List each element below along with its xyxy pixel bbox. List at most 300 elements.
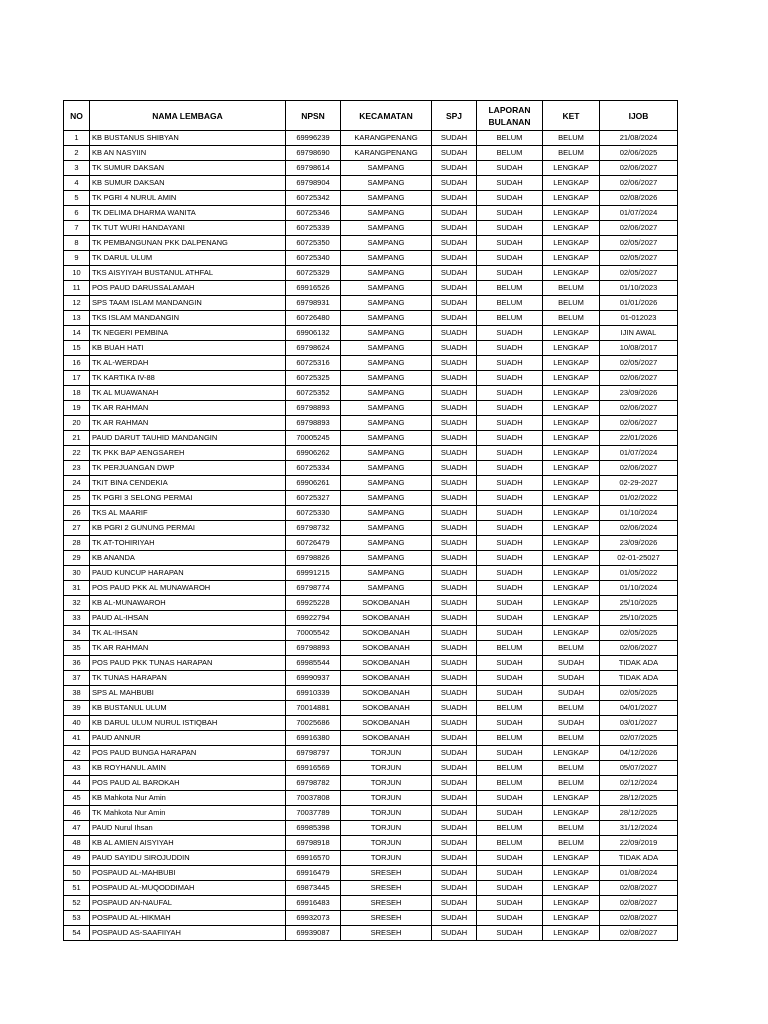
ket-cell: LENGKAP <box>543 851 600 866</box>
kecamatan-cell: SOKOBANAH <box>341 626 432 641</box>
no-cell: 37 <box>64 671 90 686</box>
kecamatan-cell: KARANGPENANG <box>341 146 432 161</box>
ijob-cell: 02/08/2027 <box>600 926 678 941</box>
ijob-cell: 02/06/2027 <box>600 416 678 431</box>
npsn-cell: 69916570 <box>286 851 341 866</box>
spj-cell: SUDAH <box>432 836 477 851</box>
laporan-bulanan-cell: BELUM <box>477 761 543 776</box>
table-row <box>64 611 678 626</box>
nama-lembaga-cell: TK DARUL ULUM <box>90 251 286 266</box>
no-cell: 47 <box>64 821 90 836</box>
npsn-cell: 60725339 <box>286 221 341 236</box>
nama-lembaga-cell: KB ANANDA <box>90 551 286 566</box>
ijob-cell: 02-01-25027 <box>600 551 678 566</box>
kecamatan-cell: SAMPANG <box>341 491 432 506</box>
table-header-row <box>64 101 678 131</box>
laporan-bulanan-cell: SUDAH <box>477 896 543 911</box>
spj-cell: SUADH <box>432 431 477 446</box>
ket-cell: LENGKAP <box>543 611 600 626</box>
table-row <box>64 341 678 356</box>
npsn-cell: 60725346 <box>286 206 341 221</box>
ket-cell: LENGKAP <box>543 221 600 236</box>
laporan-bulanan-cell: SUDAH <box>477 851 543 866</box>
kecamatan-cell: SAMPANG <box>341 371 432 386</box>
ijob-cell: TIDAK ADA <box>600 671 678 686</box>
no-cell: 39 <box>64 701 90 716</box>
npsn-cell: 69906262 <box>286 446 341 461</box>
ijob-cell: 02-29-2027 <box>600 476 678 491</box>
column-header-kecamatan: KECAMATAN <box>341 101 432 131</box>
ket-cell: SUDAH <box>543 656 600 671</box>
ijob-cell: 02/05/2027 <box>600 251 678 266</box>
ijob-cell: IJIN AWAL <box>600 326 678 341</box>
ijob-cell: 02/06/2027 <box>600 176 678 191</box>
ket-cell: LENGKAP <box>543 461 600 476</box>
laporan-bulanan-cell: SUDAH <box>477 791 543 806</box>
no-cell: 12 <box>64 296 90 311</box>
kecamatan-cell: SAMPANG <box>341 236 432 251</box>
npsn-cell: 70037808 <box>286 791 341 806</box>
ijob-cell: 04/01/2027 <box>600 701 678 716</box>
no-cell: 44 <box>64 776 90 791</box>
no-cell: 49 <box>64 851 90 866</box>
no-cell: 14 <box>64 326 90 341</box>
table-row <box>64 296 678 311</box>
ket-cell: BELUM <box>543 731 600 746</box>
npsn-cell: 69798918 <box>286 836 341 851</box>
nama-lembaga-cell: PAUD Nurul Ihsan <box>90 821 286 836</box>
spj-cell: SUDAH <box>432 926 477 941</box>
npsn-cell: 69798690 <box>286 146 341 161</box>
kecamatan-cell: SOKOBANAH <box>341 611 432 626</box>
column-header-spj: SPJ <box>432 101 477 131</box>
ijob-cell: 01/10/2023 <box>600 281 678 296</box>
npsn-cell: 70005542 <box>286 626 341 641</box>
laporan-bulanan-cell: SUADH <box>477 461 543 476</box>
table-row <box>64 326 678 341</box>
nama-lembaga-cell: KB PGRI 2 GUNUNG PERMAI <box>90 521 286 536</box>
nama-lembaga-cell: TK TUNAS HARAPAN <box>90 671 286 686</box>
no-cell: 8 <box>64 236 90 251</box>
spj-cell: SUDAH <box>432 806 477 821</box>
nama-lembaga-cell: TK PGRI 4 NURUL AMIN <box>90 191 286 206</box>
spj-cell: SUDAH <box>432 896 477 911</box>
laporan-bulanan-cell: SUADH <box>477 551 543 566</box>
ijob-cell: 01-012023 <box>600 311 678 326</box>
table-row <box>64 416 678 431</box>
spj-cell: SUADH <box>432 506 477 521</box>
nama-lembaga-cell: KB BUAH HATI <box>90 341 286 356</box>
npsn-cell: 69932073 <box>286 911 341 926</box>
ket-cell: LENGKAP <box>543 866 600 881</box>
kecamatan-cell: TORJUN <box>341 836 432 851</box>
no-cell: 1 <box>64 131 90 146</box>
nama-lembaga-cell: KB AN NASYIIN <box>90 146 286 161</box>
spj-cell: SUADH <box>432 461 477 476</box>
ijob-cell: 02/07/2025 <box>600 731 678 746</box>
ket-cell: LENGKAP <box>543 536 600 551</box>
spj-cell: SUADH <box>432 341 477 356</box>
npsn-cell: 60725316 <box>286 356 341 371</box>
npsn-cell: 69916526 <box>286 281 341 296</box>
ijob-cell: 02/05/2027 <box>600 236 678 251</box>
npsn-cell: 69798931 <box>286 296 341 311</box>
ket-cell: BELUM <box>543 146 600 161</box>
spj-cell: SUDAH <box>432 881 477 896</box>
spj-cell: SUDAH <box>432 311 477 326</box>
laporan-bulanan-cell: BELUM <box>477 641 543 656</box>
table-row <box>64 866 678 881</box>
nama-lembaga-cell: PAUD SAYIDU SIROJUDDIN <box>90 851 286 866</box>
npsn-cell: 60726480 <box>286 311 341 326</box>
ijob-cell: 05/07/2027 <box>600 761 678 776</box>
nama-lembaga-cell: KB BUSTANUL ULUM <box>90 701 286 716</box>
laporan-bulanan-cell: SUDAH <box>477 881 543 896</box>
nama-lembaga-cell: TKIT BINA CENDEKIA <box>90 476 286 491</box>
ijob-cell: 02/05/2025 <box>600 686 678 701</box>
laporan-bulanan-cell: SUDAH <box>477 866 543 881</box>
ket-cell: LENGKAP <box>543 581 600 596</box>
table-row <box>64 191 678 206</box>
kecamatan-cell: SAMPANG <box>341 341 432 356</box>
ijob-cell: 02/05/2027 <box>600 356 678 371</box>
no-cell: 30 <box>64 566 90 581</box>
spj-cell: SUADH <box>432 671 477 686</box>
npsn-cell: 69798732 <box>286 521 341 536</box>
nama-lembaga-cell: TK AL-WERDAH <box>90 356 286 371</box>
spj-cell: SUADH <box>432 446 477 461</box>
spj-cell: SUADH <box>432 416 477 431</box>
nama-lembaga-cell: TK AR RAHMAN <box>90 401 286 416</box>
table-row <box>64 311 678 326</box>
table-row <box>64 146 678 161</box>
ket-cell: LENGKAP <box>543 491 600 506</box>
kecamatan-cell: SAMPANG <box>341 311 432 326</box>
ket-cell: SUDAH <box>543 686 600 701</box>
kecamatan-cell: SAMPANG <box>341 446 432 461</box>
ijob-cell: 04/12/2026 <box>600 746 678 761</box>
ket-cell: LENGKAP <box>543 386 600 401</box>
table-row <box>64 176 678 191</box>
nama-lembaga-cell: TKS AISYIYAH BUSTANUL ATHFAL <box>90 266 286 281</box>
no-cell: 16 <box>64 356 90 371</box>
ket-cell: LENGKAP <box>543 446 600 461</box>
table-row <box>64 206 678 221</box>
kecamatan-cell: SOKOBANAH <box>341 671 432 686</box>
spj-cell: SUADH <box>432 536 477 551</box>
kecamatan-cell: TORJUN <box>341 746 432 761</box>
kecamatan-cell: SOKOBANAH <box>341 716 432 731</box>
kecamatan-cell: SAMPANG <box>341 581 432 596</box>
nama-lembaga-cell: POS PAUD PKK TUNAS HARAPAN <box>90 656 286 671</box>
table-row <box>64 431 678 446</box>
no-cell: 22 <box>64 446 90 461</box>
kecamatan-cell: SAMPANG <box>341 251 432 266</box>
ijob-cell: 02/12/2024 <box>600 776 678 791</box>
kecamatan-cell: SRESEH <box>341 896 432 911</box>
ijob-cell: 22/01/2026 <box>600 431 678 446</box>
npsn-cell: 69798893 <box>286 401 341 416</box>
nama-lembaga-cell: KB DARUL ULUM NURUL ISTIQBAH <box>90 716 286 731</box>
table-row <box>64 446 678 461</box>
npsn-cell: 69798904 <box>286 176 341 191</box>
spj-cell: SUDAH <box>432 131 477 146</box>
no-cell: 4 <box>64 176 90 191</box>
ket-cell: LENGKAP <box>543 206 600 221</box>
npsn-cell: 60725327 <box>286 491 341 506</box>
laporan-bulanan-cell: SUADH <box>477 476 543 491</box>
npsn-cell: 69990937 <box>286 671 341 686</box>
ijob-cell: 03/01/2027 <box>600 716 678 731</box>
nama-lembaga-cell: KB AL-MUNAWAROH <box>90 596 286 611</box>
ket-cell: LENGKAP <box>543 806 600 821</box>
table-row <box>64 596 678 611</box>
no-cell: 15 <box>64 341 90 356</box>
spj-cell: SUDAH <box>432 146 477 161</box>
ket-cell: BELUM <box>543 131 600 146</box>
nama-lembaga-cell: POSPAUD AL-HIKMAH <box>90 911 286 926</box>
no-cell: 28 <box>64 536 90 551</box>
kecamatan-cell: TORJUN <box>341 806 432 821</box>
npsn-cell: 69916483 <box>286 896 341 911</box>
spj-cell: SUADH <box>432 521 477 536</box>
nama-lembaga-cell: TK TUT WURI HANDAYANI <box>90 221 286 236</box>
npsn-cell: 69798774 <box>286 581 341 596</box>
ket-cell: LENGKAP <box>543 506 600 521</box>
no-cell: 7 <box>64 221 90 236</box>
npsn-cell: 69798826 <box>286 551 341 566</box>
table-row <box>64 791 678 806</box>
laporan-bulanan-cell: SUADH <box>477 491 543 506</box>
data-table <box>63 100 678 941</box>
table-row <box>64 266 678 281</box>
npsn-cell: 70025686 <box>286 716 341 731</box>
laporan-bulanan-cell: SUDAH <box>477 806 543 821</box>
ijob-cell: 10/08/2017 <box>600 341 678 356</box>
table-row <box>64 626 678 641</box>
ket-cell: LENGKAP <box>543 191 600 206</box>
table-row <box>64 776 678 791</box>
table-row <box>64 731 678 746</box>
laporan-bulanan-cell: BELUM <box>477 131 543 146</box>
no-cell: 35 <box>64 641 90 656</box>
ijob-cell: 01/10/2024 <box>600 581 678 596</box>
npsn-cell: 69996239 <box>286 131 341 146</box>
ket-cell: BELUM <box>543 761 600 776</box>
table-row <box>64 581 678 596</box>
kecamatan-cell: SAMPANG <box>341 476 432 491</box>
npsn-cell: 69798893 <box>286 641 341 656</box>
ket-cell: LENGKAP <box>543 161 600 176</box>
no-cell: 32 <box>64 596 90 611</box>
npsn-cell: 69939087 <box>286 926 341 941</box>
no-cell: 41 <box>64 731 90 746</box>
kecamatan-cell: KARANGPENANG <box>341 131 432 146</box>
spj-cell: SUDAH <box>432 221 477 236</box>
kecamatan-cell: SAMPANG <box>341 536 432 551</box>
ket-cell: LENGKAP <box>543 356 600 371</box>
spj-cell: SUDAH <box>432 191 477 206</box>
no-cell: 26 <box>64 506 90 521</box>
kecamatan-cell: TORJUN <box>341 791 432 806</box>
nama-lembaga-cell: SPS AL MAHBUBI <box>90 686 286 701</box>
laporan-bulanan-cell: SUADH <box>477 386 543 401</box>
table-row <box>64 686 678 701</box>
nama-lembaga-cell: PAUD ANNUR <box>90 731 286 746</box>
laporan-bulanan-cell: SUDAH <box>477 626 543 641</box>
ijob-cell: 01/07/2024 <box>600 446 678 461</box>
ijob-cell: 02/06/2027 <box>600 641 678 656</box>
laporan-bulanan-cell: BELUM <box>477 821 543 836</box>
npsn-cell: 69906132 <box>286 326 341 341</box>
spj-cell: SUADH <box>432 356 477 371</box>
table-row <box>64 656 678 671</box>
nama-lembaga-cell: TK Mahkota Nur Amin <box>90 806 286 821</box>
spj-cell: SUADH <box>432 641 477 656</box>
kecamatan-cell: SAMPANG <box>341 551 432 566</box>
nama-lembaga-cell: TK AT-TOHIRIYAH <box>90 536 286 551</box>
nama-lembaga-cell: POSPAUD AS-SAAFIIYAH <box>90 926 286 941</box>
nama-lembaga-cell: KB AL AMIEN AISYIYAH <box>90 836 286 851</box>
spj-cell: SUDAH <box>432 821 477 836</box>
npsn-cell: 70037789 <box>286 806 341 821</box>
no-cell: 11 <box>64 281 90 296</box>
ket-cell: LENGKAP <box>543 551 600 566</box>
nama-lembaga-cell: TK AL MUAWANAH <box>90 386 286 401</box>
ket-cell: LENGKAP <box>543 431 600 446</box>
spj-cell: SUDAH <box>432 911 477 926</box>
no-cell: 27 <box>64 521 90 536</box>
laporan-bulanan-cell: SUADH <box>477 416 543 431</box>
ijob-cell: 02/06/2027 <box>600 461 678 476</box>
no-cell: 52 <box>64 896 90 911</box>
column-header-npsn: NPSN <box>286 101 341 131</box>
no-cell: 51 <box>64 881 90 896</box>
kecamatan-cell: SAMPANG <box>341 206 432 221</box>
ijob-cell: 01/10/2024 <box>600 506 678 521</box>
spj-cell: SUDAH <box>432 866 477 881</box>
spj-cell: SUDAH <box>432 176 477 191</box>
nama-lembaga-cell: TK KARTIKA IV-88 <box>90 371 286 386</box>
ket-cell: LENGKAP <box>543 881 600 896</box>
laporan-bulanan-cell: BELUM <box>477 146 543 161</box>
nama-lembaga-cell: TK DELIMA DHARMA WANITA <box>90 206 286 221</box>
ket-cell: LENGKAP <box>543 251 600 266</box>
spj-cell: SUADH <box>432 656 477 671</box>
spj-cell: SUDAH <box>432 161 477 176</box>
laporan-bulanan-cell: SUDAH <box>477 656 543 671</box>
npsn-cell: 69991215 <box>286 566 341 581</box>
column-header-ket: KET <box>543 101 600 131</box>
kecamatan-cell: SRESEH <box>341 881 432 896</box>
ijob-cell: 02/06/2025 <box>600 146 678 161</box>
npsn-cell: 69916380 <box>286 731 341 746</box>
laporan-bulanan-cell: BELUM <box>477 296 543 311</box>
kecamatan-cell: SAMPANG <box>341 401 432 416</box>
table-row <box>64 221 678 236</box>
laporan-bulanan-cell: SUDAH <box>477 161 543 176</box>
ket-cell: LENGKAP <box>543 911 600 926</box>
table-row <box>64 566 678 581</box>
spj-cell: SUADH <box>432 326 477 341</box>
laporan-bulanan-cell: SUADH <box>477 341 543 356</box>
table-row <box>64 386 678 401</box>
no-cell: 5 <box>64 191 90 206</box>
kecamatan-cell: SAMPANG <box>341 191 432 206</box>
nama-lembaga-cell: PAUD AL-IHSAN <box>90 611 286 626</box>
laporan-bulanan-cell: SUADH <box>477 581 543 596</box>
no-cell: 38 <box>64 686 90 701</box>
ijob-cell: 02/06/2027 <box>600 371 678 386</box>
no-cell: 53 <box>64 911 90 926</box>
table-row <box>64 251 678 266</box>
kecamatan-cell: SAMPANG <box>341 461 432 476</box>
table-row <box>64 746 678 761</box>
no-cell: 43 <box>64 761 90 776</box>
nama-lembaga-cell: POSPAUD AL-MAHBUBI <box>90 866 286 881</box>
spj-cell: SUADH <box>432 611 477 626</box>
table-row <box>64 896 678 911</box>
ket-cell: BELUM <box>543 821 600 836</box>
column-header-laporan-bulanan: LAPORAN BULANAN <box>477 101 543 131</box>
no-cell: 34 <box>64 626 90 641</box>
npsn-cell: 69798624 <box>286 341 341 356</box>
no-cell: 18 <box>64 386 90 401</box>
table-row <box>64 851 678 866</box>
spj-cell: SUDAH <box>432 791 477 806</box>
table-row <box>64 716 678 731</box>
no-cell: 10 <box>64 266 90 281</box>
spj-cell: SUADH <box>432 551 477 566</box>
table-row <box>64 461 678 476</box>
ket-cell: LENGKAP <box>543 596 600 611</box>
spj-cell: SUADH <box>432 386 477 401</box>
kecamatan-cell: SAMPANG <box>341 431 432 446</box>
spj-cell: SUDAH <box>432 776 477 791</box>
nama-lembaga-cell: KB Mahkota Nur Amin <box>90 791 286 806</box>
ijob-cell: 25/10/2025 <box>600 611 678 626</box>
ket-cell: LENGKAP <box>543 476 600 491</box>
ijob-cell: 02/05/2027 <box>600 266 678 281</box>
kecamatan-cell: SRESEH <box>341 911 432 926</box>
ket-cell: BELUM <box>543 836 600 851</box>
nama-lembaga-cell: TK PEMBANGUNAN PKK DALPENANG <box>90 236 286 251</box>
ket-cell: LENGKAP <box>543 626 600 641</box>
npsn-cell: 69798614 <box>286 161 341 176</box>
table-row <box>64 551 678 566</box>
ket-cell: BELUM <box>543 281 600 296</box>
kecamatan-cell: SOKOBANAH <box>341 641 432 656</box>
ket-cell: LENGKAP <box>543 566 600 581</box>
laporan-bulanan-cell: SUDAH <box>477 221 543 236</box>
ket-cell: LENGKAP <box>543 266 600 281</box>
ijob-cell: 02/08/2027 <box>600 896 678 911</box>
nama-lembaga-cell: POSPAUD AN-NAUFAL <box>90 896 286 911</box>
table-row <box>64 536 678 551</box>
table-row <box>64 881 678 896</box>
ket-cell: LENGKAP <box>543 926 600 941</box>
no-cell: 42 <box>64 746 90 761</box>
nama-lembaga-cell: PAUD KUNCUP HARAPAN <box>90 566 286 581</box>
ket-cell: LENGKAP <box>543 176 600 191</box>
ijob-cell: 21/08/2024 <box>600 131 678 146</box>
ijob-cell: 25/10/2025 <box>600 596 678 611</box>
laporan-bulanan-cell: SUDAH <box>477 191 543 206</box>
no-cell: 13 <box>64 311 90 326</box>
no-cell: 3 <box>64 161 90 176</box>
npsn-cell: 60725352 <box>286 386 341 401</box>
laporan-bulanan-cell: BELUM <box>477 701 543 716</box>
